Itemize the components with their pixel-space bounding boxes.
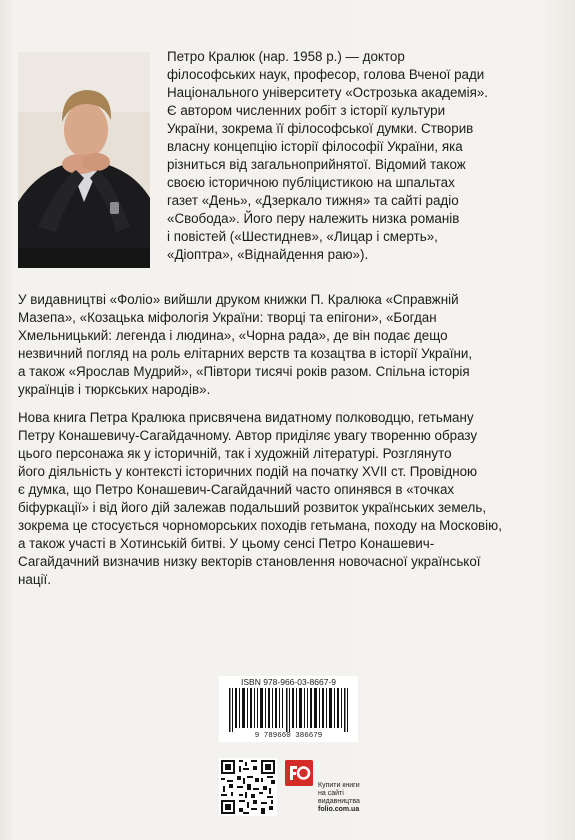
bio-line: своєю історичною публіцистикою на шпальтах bbox=[167, 175, 455, 190]
bio-line: власну концепцію історії філософії України, яка bbox=[167, 139, 463, 154]
bio-line: «Свобода». Його перу належить низка романів bbox=[167, 211, 460, 226]
shop-line: Купити книги bbox=[318, 782, 360, 789]
paragraph-line: нації. bbox=[18, 572, 51, 587]
paragraph-line: незвичний погляд на роль елітарних верств та козацтва в історії України, bbox=[18, 346, 473, 361]
paragraph-line: У видавництві «Фоліо» вийшли друком книжки П. Кралюка «Справжній bbox=[18, 292, 459, 307]
paragraph-line: є думка, що Петро Конашевич-Сагайдачний часто опинявся в «точках bbox=[18, 482, 455, 497]
shop-line: видавництва bbox=[318, 798, 360, 805]
bio-line: і повістей («Шестиднев», «Лицар і смерть», bbox=[167, 229, 438, 244]
paragraph-line: Мазепа», «Козацька міфологія України: творці та епігони», «Богдан bbox=[18, 310, 437, 325]
barcode-icon bbox=[229, 688, 348, 732]
isbn-digits: 9 789660 386679 bbox=[254, 732, 323, 740]
paragraph-line: а також участі в Хотинській битві. У цьому сенсі Петро Конашевич- bbox=[18, 536, 435, 551]
author-photo bbox=[18, 52, 150, 268]
paragraph-line: Сагайдачний визначив низку векторів становлення новочасної української bbox=[18, 554, 481, 569]
paragraph-line: зокрема це стосується чорноморських походів гетьмана, походу на Московію, bbox=[18, 518, 502, 533]
qr-code-icon bbox=[219, 758, 277, 816]
shop-line: на сайті bbox=[318, 790, 344, 797]
book-description-paragraph bbox=[18, 409, 558, 589]
bio-line: філософських наук, професор, голова Вченої ради bbox=[167, 67, 485, 82]
paragraph-line: а також «Ярослав Мудрий», «Півтори тисячі років разом. Спільна історія bbox=[18, 364, 470, 379]
bio-line: України, зокрема її філософської думки. Створив bbox=[167, 121, 474, 136]
shop-link[interactable] bbox=[318, 782, 378, 814]
bio-line: Національного університету «Острозька академія». bbox=[167, 85, 489, 100]
paragraph-line: Хмельницький: легенда і людина», «Чорна рада», де він подає дещо bbox=[18, 328, 448, 343]
isbn-barcode-block bbox=[219, 676, 358, 742]
shop-url[interactable]: folio.com.ua bbox=[318, 806, 360, 813]
author-bio bbox=[167, 48, 552, 264]
paragraph-line: Петру Конашевичу-Сагайдачному. Автор приділяє увагу творенню образу bbox=[18, 428, 478, 443]
bio-line: різниться від загальноприйнятої. Відомий також bbox=[167, 157, 466, 172]
paragraph-line: біфуркації» і від його дій залежав подальший розвиток українських земель, bbox=[18, 500, 487, 515]
bio-line: Петро Кралюк (нар. 1958 р.) — доктор bbox=[167, 49, 405, 64]
paragraph-line: українців і тюркських народів». bbox=[18, 382, 211, 397]
paragraph-line: цього персонажа як у історичній, так і художній літературі. Розглянуто bbox=[18, 446, 452, 461]
paragraph-line: його діяльність у контексті історичних подій на початку XVII ст. Провідною bbox=[18, 464, 478, 479]
folio-logo bbox=[285, 760, 313, 786]
bio-line: Є автором численних робіт з історії культури bbox=[167, 103, 446, 118]
publisher-books-paragraph bbox=[18, 291, 553, 399]
bio-line: «Діоптра», «Віднайдення раю»). bbox=[167, 247, 369, 262]
qr-code[interactable] bbox=[219, 758, 277, 816]
folio-logo-icon bbox=[285, 760, 313, 786]
isbn-label: ISBN 978-966-03-8667-9 bbox=[241, 677, 336, 687]
author-portrait-icon bbox=[18, 52, 150, 268]
bio-line: газет «День», «Дзеркало тижня» та сайті радіо bbox=[167, 193, 459, 208]
paragraph-line: Нова книга Петра Кралюка присвячена видатному полководцю, гетьману bbox=[18, 410, 474, 425]
